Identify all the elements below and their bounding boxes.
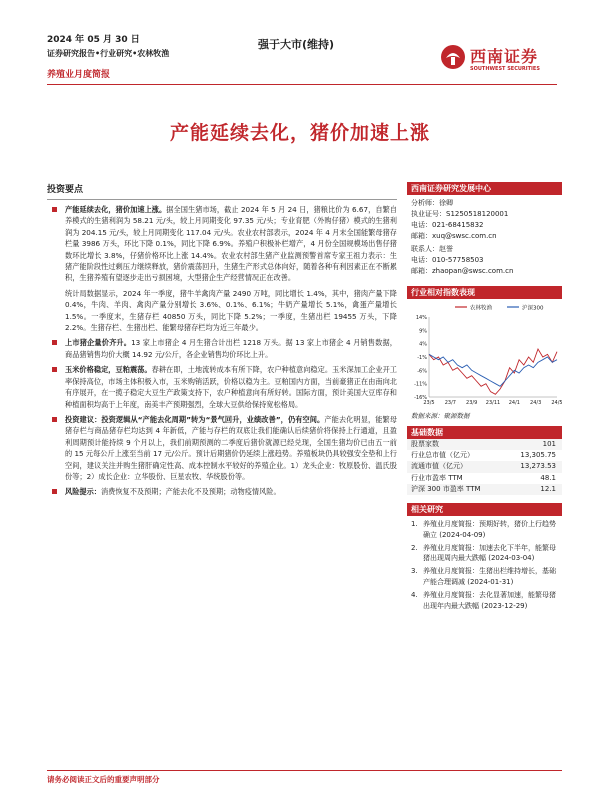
analyst-line: 邮箱：zhaopan@swsc.com.cn bbox=[411, 267, 514, 275]
summary-paragraph bbox=[47, 486, 397, 497]
paragraph-text: 统计局数据显示，2024 年一季度，猪牛羊禽肉产量 2490 万吨，同比增长 1.4%，其中，猪肉产量下降 0.4%，牛肉、羊肉、禽肉产量分别增长 3.6%、0.1%、6.1%；牛奶产量增长 5.1%，禽蛋产量增长 1.5%。一季度末，生猪存栏 40850 万头，同比下降 5.2%；一季度，生猪出栏 19455 万头，下降 2.2%。生猪存栏、生猪出栏、能繁母猪存栏均为近三年最少。 bbox=[65, 288, 397, 333]
y-tick-label: 4% bbox=[419, 341, 427, 348]
related-research-item[interactable] bbox=[411, 590, 558, 612]
industry-rating: 强于大市(维持) bbox=[258, 38, 335, 51]
summary-paragraph bbox=[47, 364, 397, 410]
basic-data-key: 股票家数 bbox=[411, 440, 439, 448]
footer-divider bbox=[47, 770, 562, 771]
paragraph-lead: 上市猪企量价齐升。 bbox=[65, 338, 132, 348]
paragraph-text: 春耕在即，土地流转成本有所下降，农户种植意向稳定。玉米深加工企业开工率保持高位，市场主体积极入市，玉米购销活跃，价格以稳为主。豆粕国内方面，当前豪猪正在由南向北有序展开，在一揽子稳定大豆生产政策支持下，农户种植意向有所好转。国际方面，预计美国大豆库存和种植面积均高于上年度，南美丰产预期强烈，全球大豆供给保持宽松格局。 bbox=[65, 365, 397, 409]
legend-label: 农林牧渔 bbox=[470, 305, 493, 312]
investment-summary bbox=[47, 182, 397, 502]
logo-text-en: SOUTHWEST SECURITIES bbox=[470, 66, 540, 72]
summary-paragraph bbox=[47, 337, 397, 360]
chart-source: 数据来源：聚源数据 bbox=[411, 412, 470, 420]
logo-text-cn: 西南证券 bbox=[470, 47, 539, 66]
summary-paragraph bbox=[47, 204, 397, 284]
basic-data-row bbox=[407, 484, 562, 495]
header-divider bbox=[47, 84, 557, 85]
paragraph-lead: 投资建议：投资逻辑从“产能去化周期”转为“景气回升，业绩改善”，仍有空间。 bbox=[65, 414, 325, 424]
report-subcategory: 养殖业月度简报 bbox=[47, 70, 111, 80]
basic-data-value: 101 bbox=[542, 440, 556, 448]
summary-divider bbox=[47, 199, 397, 200]
series-line bbox=[429, 349, 557, 394]
analyst-block bbox=[411, 244, 558, 277]
paragraph-text: 13 家上市猪企 4 月生猪合计出栏 1218 万头。据 13 家上市猪企 4 月销售数据，商品猪销售均价大概 14.92 元/公斤，各企业销售均价环比上升。 bbox=[65, 338, 397, 359]
basic-data-key: 行业总市值（亿元） bbox=[411, 451, 474, 460]
paragraph-lead: 玉米价格稳定，豆粕震荡。 bbox=[65, 365, 152, 375]
chart-box-title: 行业相对指数表现 bbox=[407, 286, 562, 299]
y-tick-label: 9% bbox=[419, 328, 427, 335]
x-tick-label: 23/9 bbox=[466, 400, 478, 406]
sidebar bbox=[407, 182, 562, 616]
company-logo bbox=[440, 42, 555, 76]
summary-items bbox=[47, 204, 397, 498]
related-research-list bbox=[407, 516, 562, 616]
related-item-title: 养殖业月度简报：加速去化下半年，能繁母猪出现周内最大跌幅 (2024-03-04) bbox=[423, 543, 556, 563]
basic-data-key: 行业市盈率 TTM bbox=[411, 473, 463, 482]
analyst-box-title: 西南证券研究发展中心 bbox=[407, 182, 562, 195]
analyst-line: 邮箱：xuq@swsc.com.cn bbox=[411, 232, 497, 240]
related-research-item[interactable] bbox=[411, 566, 558, 588]
related-item-number: 2. bbox=[411, 543, 418, 552]
analyst-line: 电话：010-57758503 bbox=[411, 256, 484, 264]
basic-data-value: 48.1 bbox=[540, 473, 556, 482]
x-tick-label: 23/7 bbox=[444, 400, 456, 406]
related-item-title: 养殖业月度简报：生猪出栏维持增长，基础产能合理调减 (2024-01-31) bbox=[423, 567, 556, 586]
related-research-item[interactable] bbox=[411, 543, 558, 565]
basic-data-table bbox=[407, 439, 562, 495]
footer-disclaimer: 请务必阅读正文后的重要声明部分 bbox=[47, 775, 160, 784]
report-category: 证券研究报告•行业研究•农林牧渔 bbox=[47, 49, 170, 58]
relative-index-chart bbox=[407, 299, 562, 409]
summary-heading: 投资要点 bbox=[47, 185, 84, 195]
paragraph-text: 据全国生猪市场，截止 2024 年 5 月 24 日，猪粮比价为 6.67，自繁自养模式的生猪利润为 58.21 元/头，较上月同期变化 97.35 元/头；专业育肥（外购仔猪）模式的生猪利润为 204.15 元/头，较上月同期变化 117.04 元/头。农业农村部表示，2024 年 4 月末全国能繁母猪存栏量 3986 万头，环比下降 0.1%，同比下降 6.9%。养殖户积极补栏增产，4 月份全国规模场出售仔猪数环比增长 3.8%，仔猪价格环比上涨 14.4%。农业农村部生猪产业监测预警首席专家王祖力表示：生猪产能阶段性过剩压力继续释放，猪价震荡回升，生猪生产形式总体向好，随着各种有利因素正在不断累积，生猪养殖有望逐步走出亏损困境，大型猪企生产经营情况正在改善。 bbox=[65, 205, 397, 283]
x-tick-label: 23/11 bbox=[485, 400, 501, 406]
y-tick-label: -6% bbox=[417, 368, 427, 375]
basic-data-title: 基础数据 bbox=[407, 426, 562, 439]
basic-data-value: 13,305.75 bbox=[520, 451, 556, 460]
basic-data-row bbox=[407, 461, 562, 472]
paragraph-lead: 产能延续去化，猪价加速上涨。 bbox=[65, 205, 167, 214]
x-tick-label: 24/3 bbox=[530, 400, 542, 406]
y-tick-label: 14% bbox=[415, 315, 427, 321]
analyst-block bbox=[411, 198, 558, 242]
series-line bbox=[429, 354, 557, 386]
analyst-line: 分析师：徐卿 bbox=[411, 199, 453, 207]
legend-label: 沪深300 bbox=[522, 305, 544, 312]
y-tick-label: -1% bbox=[417, 355, 427, 361]
paragraph-text: 产能去化明显，能繁母猪存栏与商品猪存栏均达到 4 年新低，产能与存栏的双底让我们能确认后续猪价将保持上行通道，且盈利周期预计能持续 9 个月以上，我们前期预测的二季度后猪价就源已经兑现，全国生猪均价已由五一前的 15 元每公斤上涨至当前 17 元/公斤。预计后期猪价仍延续上涨趋势。养殖板块仍具较强安全垫和上行空间，建议关注并购生猪肝确定性高、成本控制水平较好的养殖企业。1）龙头企业：牧原股份、温氏股份等；2）成长企业：立华股份、巨星农牧、华统股份等。 bbox=[65, 414, 397, 481]
summary-paragraph bbox=[47, 288, 397, 334]
related-research-item[interactable] bbox=[411, 519, 558, 541]
basic-data-value: 12.1 bbox=[540, 484, 556, 493]
x-tick-label: 24/1 bbox=[508, 400, 520, 406]
paragraph-text: 消费恢复不及预期；产能去化不及预期；动物疫情风险。 bbox=[100, 487, 281, 497]
x-tick-label: 24/5 bbox=[551, 400, 562, 406]
related-item-number: 4. bbox=[411, 590, 418, 599]
paragraph-lead: 风险提示： bbox=[65, 487, 101, 497]
y-tick-label: -16% bbox=[414, 395, 427, 401]
analyst-info bbox=[407, 195, 562, 282]
basic-data-value: 13,273.53 bbox=[520, 462, 556, 471]
basic-data-key: 沪深 300 市盈率 TTM bbox=[411, 484, 481, 493]
basic-data-key: 流通市值（亿元） bbox=[411, 462, 467, 471]
related-item-number: 1. bbox=[411, 520, 418, 529]
basic-data-row bbox=[407, 450, 562, 461]
analyst-line: 执业证号：S1250518120001 bbox=[411, 210, 509, 218]
related-item-title: 养殖业月度简报：预期好转，猪价上行趋势确立 (2024-04-09) bbox=[423, 520, 556, 539]
report-date: 2024 年 05 月 30 日 bbox=[47, 35, 140, 45]
related-research-title: 相关研究 bbox=[407, 503, 562, 516]
report-title: 产能延续去化，猪价加速上涨 bbox=[169, 122, 430, 144]
basic-data-row bbox=[407, 439, 562, 450]
analyst-line: 电话：021-68415832 bbox=[411, 221, 484, 229]
basic-data-row bbox=[407, 473, 562, 484]
summary-paragraph bbox=[47, 414, 397, 482]
y-tick-label: -11% bbox=[414, 381, 427, 388]
related-item-title: 养殖业月度简报：去化显著加速，能繁母猪出现年内最大跌幅 (2023-12-29) bbox=[423, 590, 556, 610]
analyst-line: 联系人：赵誉 bbox=[411, 245, 453, 253]
related-item-number: 3. bbox=[411, 567, 418, 576]
x-tick-label: 23/5 bbox=[423, 400, 435, 406]
chart-svg bbox=[407, 299, 562, 409]
logo-mark-icon bbox=[440, 44, 466, 70]
